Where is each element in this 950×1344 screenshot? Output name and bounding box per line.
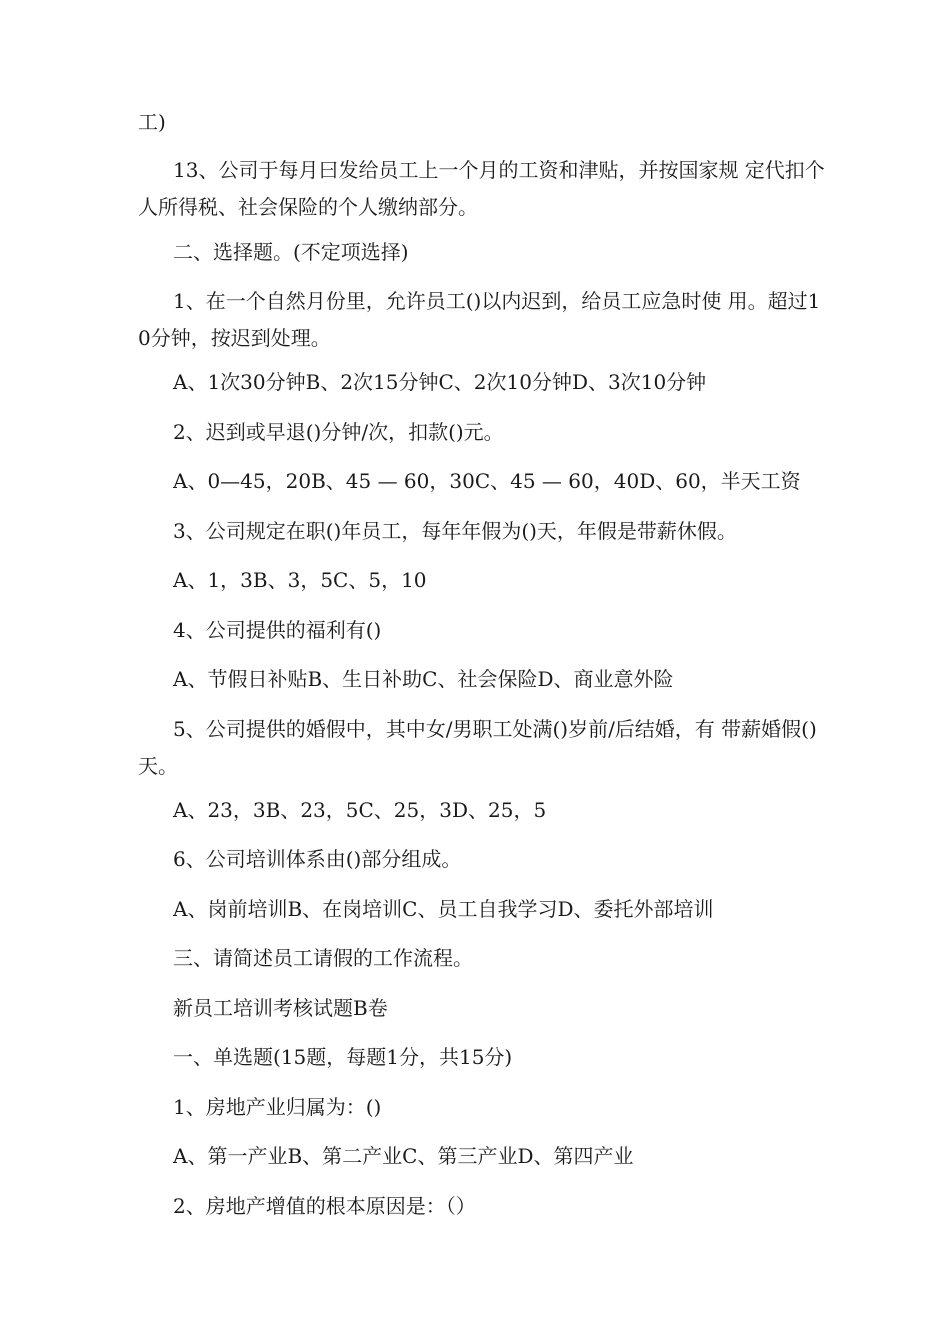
section-heading-single-choice: 一、单选题(15题，每题1分，共15分) bbox=[173, 1045, 513, 1069]
section-heading-short-answer: 三、请简述员工请假的工作流程。 bbox=[173, 946, 473, 970]
options-4: A、节假日补贴B、生日补助C、社会保险D、商业意外险 bbox=[173, 667, 674, 691]
question-3: 3、公司规定在职()年员工，每年年假为()天，年假是带薪休假。 bbox=[173, 519, 737, 543]
options-5: A、23，3B、23，5C、25，3D、25，5 bbox=[173, 798, 547, 822]
question-b-1: 1、房地产业归属为：() bbox=[173, 1095, 382, 1119]
item-13: 13、公司于每月曰发给员工上一个月的工资和津贴，并按国家规 定代扣个人所得税、社会保险的个人缴纳部分。 bbox=[138, 158, 825, 219]
question-4: 4、公司提供的福利有() bbox=[173, 618, 382, 642]
text-line-continuation: 工) bbox=[138, 110, 166, 134]
section-heading-choice: 二、选择题。(不定项选择) bbox=[173, 240, 409, 264]
question-6: 6、公司培训体系由()部分组成。 bbox=[173, 847, 462, 871]
options-6: A、岗前培训B、在岗培训C、员工自我学习D、委托外部培训 bbox=[173, 897, 714, 921]
exam-title-b: 新员工培训考核试题B卷 bbox=[173, 996, 388, 1020]
question-b-2: 2、房地产增值的根本原因是：（） bbox=[173, 1194, 476, 1218]
options-b-1: A、第一产业B、第二产业C、第三产业D、第四产业 bbox=[173, 1144, 634, 1168]
options-1: A、1次30分钟B、2次15分钟C、2次10分钟D、3次10分钟 bbox=[173, 370, 707, 394]
question-2: 2、迟到或早退()分钟/次，扣款()元。 bbox=[173, 420, 504, 444]
options-3: A、1，3B、3，5C、5，10 bbox=[173, 568, 427, 592]
options-2: A、0—45，20B、45 — 60，30C、45 — 60，40D、60，半天工资 bbox=[173, 469, 801, 493]
question-5: 5、公司提供的婚假中，其中女/男职工处满()岁前/后结婚，有 带薪婚假()天。 bbox=[138, 717, 817, 778]
question-1: 1、在一个自然月份里，允许员工()以内迟到，给员工应急时使 用。超过10分钟，按迟到处理。 bbox=[138, 289, 821, 350]
